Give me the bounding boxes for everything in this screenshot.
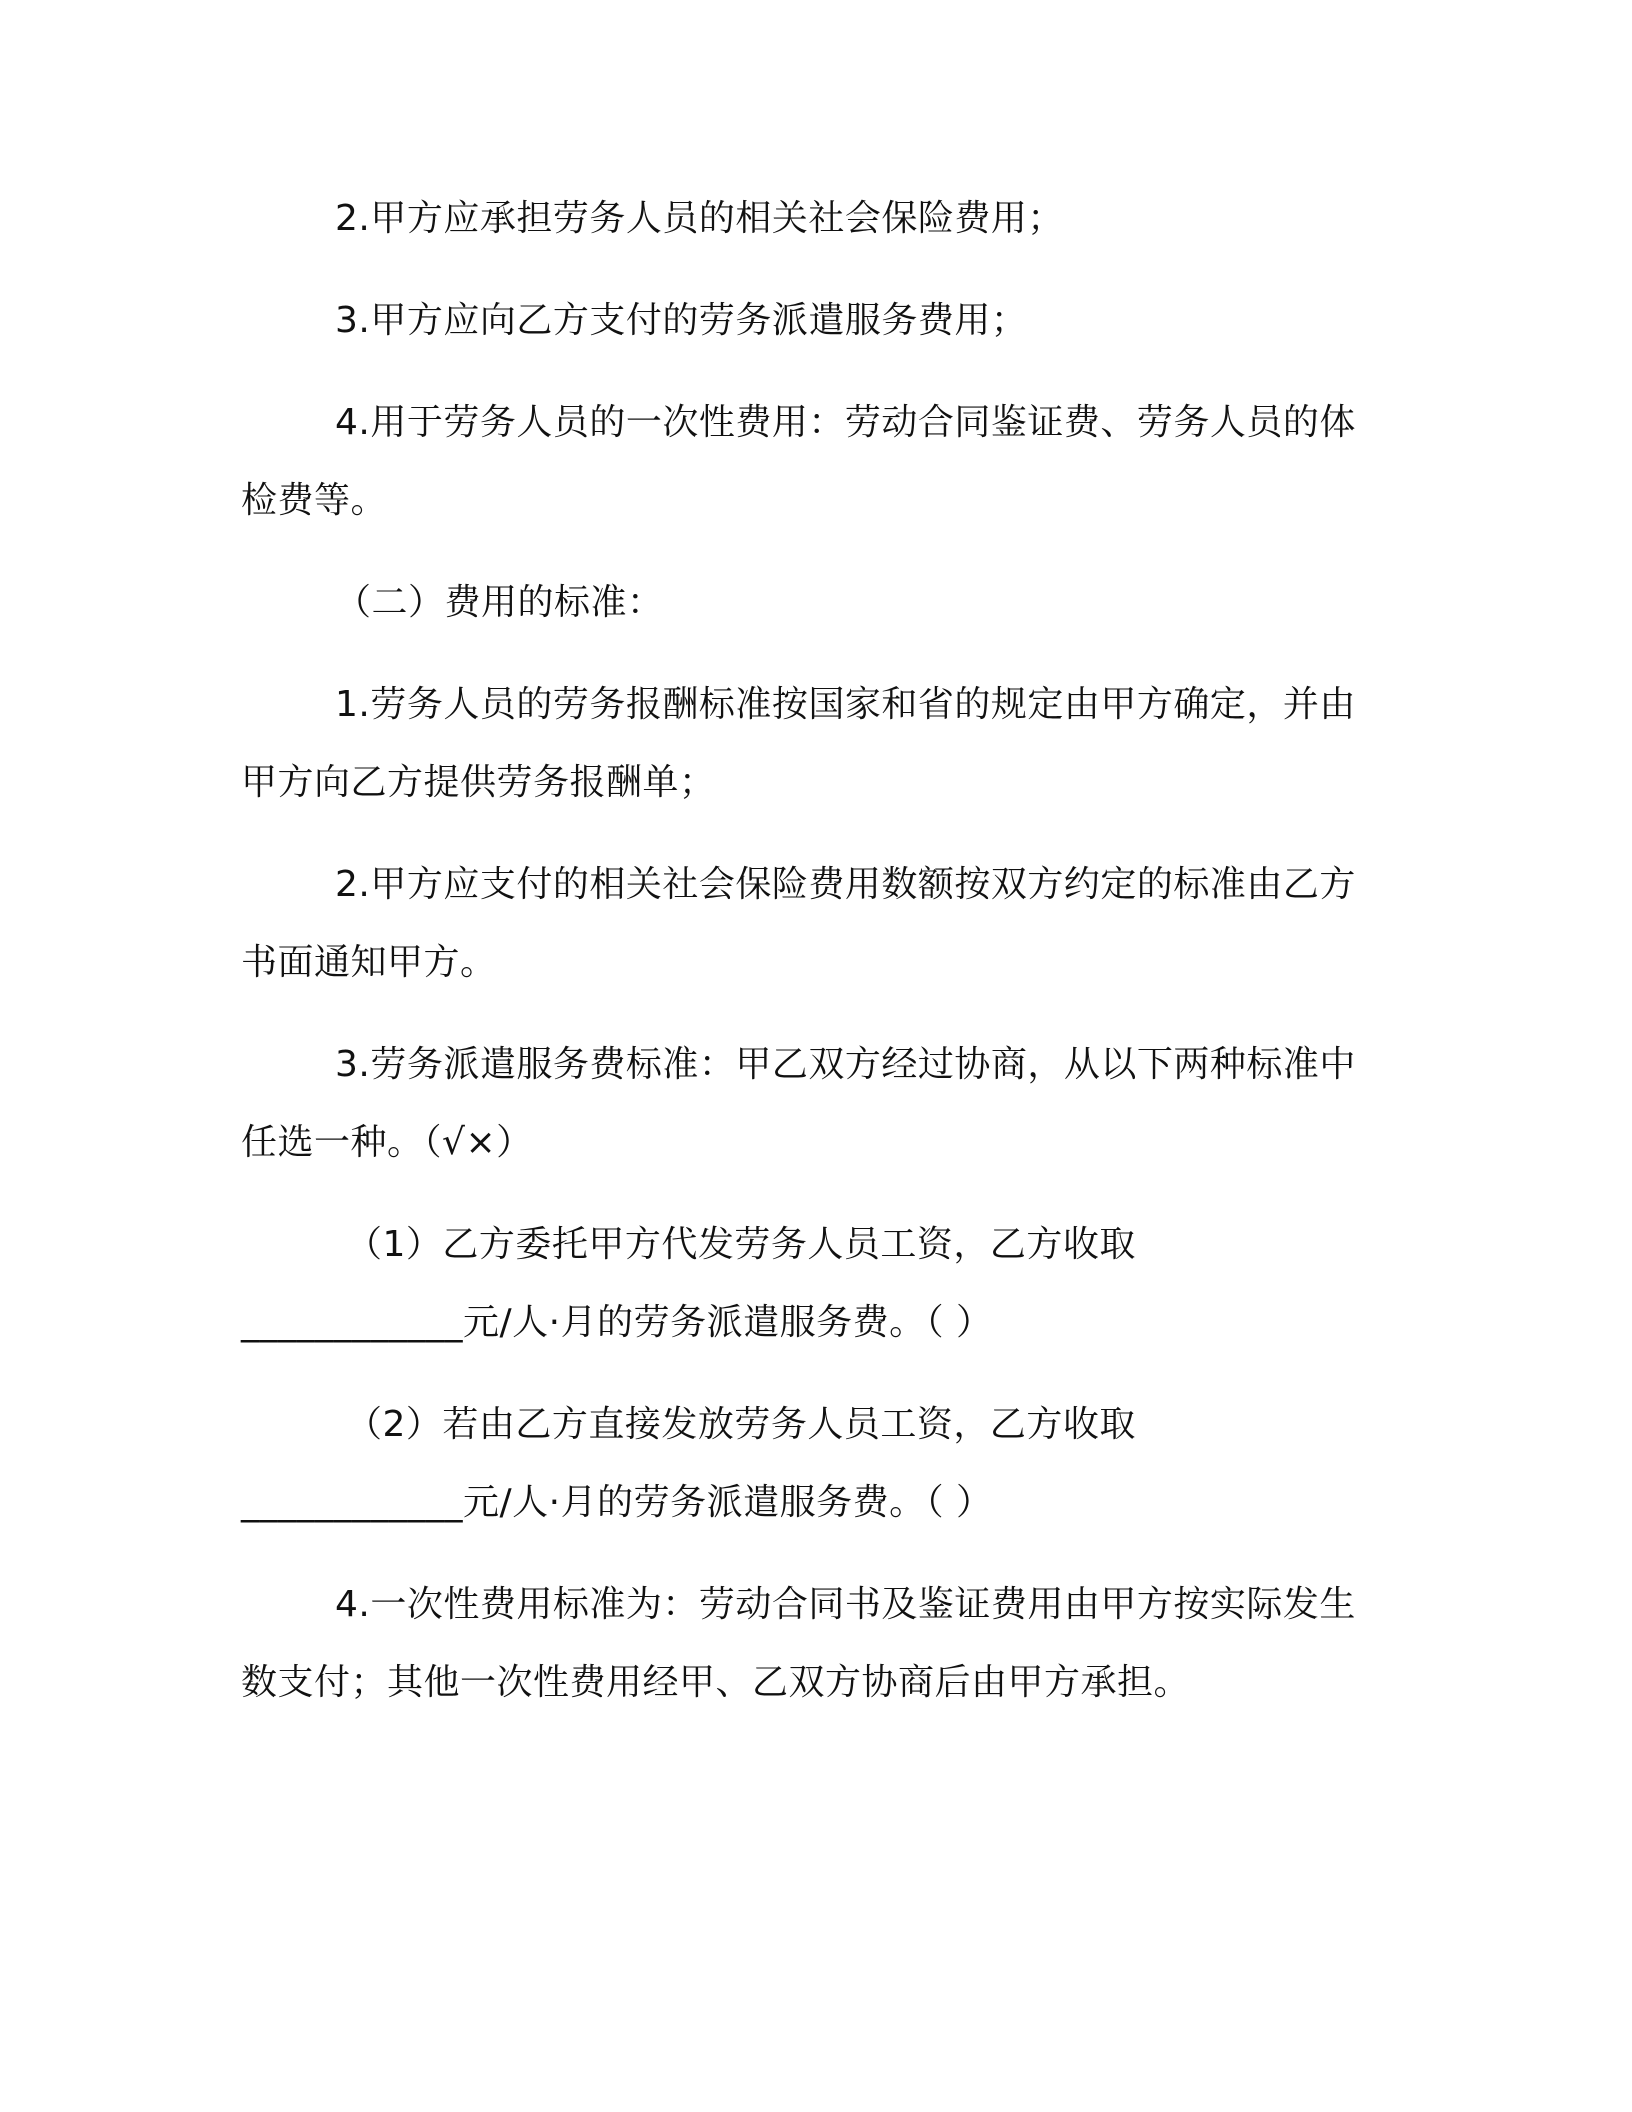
option-2-line-2: ____________元/人·月的劳务派遣服务费。（ ） [241, 1482, 993, 1523]
document-body [241, 180, 1386, 1746]
option-1-paragraph [241, 1206, 1386, 1362]
option-1-line-1: （1）乙方委托甲方代发劳务人员工资，乙方收取 [346, 1224, 1136, 1265]
paragraph-service-fee: 3.甲方应向乙方支付的劳务派遣服务费用； [335, 300, 1028, 341]
paragraph-social-insurance: 2.甲方应承担劳务人员的相关社会保险费用； [335, 198, 1064, 239]
option-1-line-2: ____________元/人·月的劳务派遣服务费。（ ） [241, 1302, 993, 1343]
section-heading-fee-standard: （二）费用的标准： [335, 582, 664, 623]
option-2-paragraph [241, 1386, 1386, 1542]
paragraph-one-time-fee-standard: 4.一次性费用标准为：劳动合同书及鉴证费用由甲方按实际发生数支付；其他一次性费用经甲、乙双方协商后由甲方承担。 [241, 1584, 1356, 1703]
paragraph-dispatch-fee-standard: 3.劳务派遣服务费标准：甲乙双方经过协商，从以下两种标准中任选一种。（√×） [241, 1044, 1356, 1163]
paragraph-insurance-amount: 2.甲方应支付的相关社会保险费用数额按双方约定的标准由乙方书面通知甲方。 [241, 864, 1356, 983]
paragraph-remuneration-standard: 1.劳务人员的劳务报酬标准按国家和省的规定由甲方确定，并由甲方向乙方提供劳务报酬单； [241, 684, 1356, 803]
paragraph-one-time-fee: 4.用于劳务人员的一次性费用：劳动合同鉴证费、劳务人员的体检费等。 [241, 402, 1356, 521]
option-2-line-1: （2）若由乙方直接发放劳务人员工资，乙方收取 [346, 1404, 1136, 1445]
